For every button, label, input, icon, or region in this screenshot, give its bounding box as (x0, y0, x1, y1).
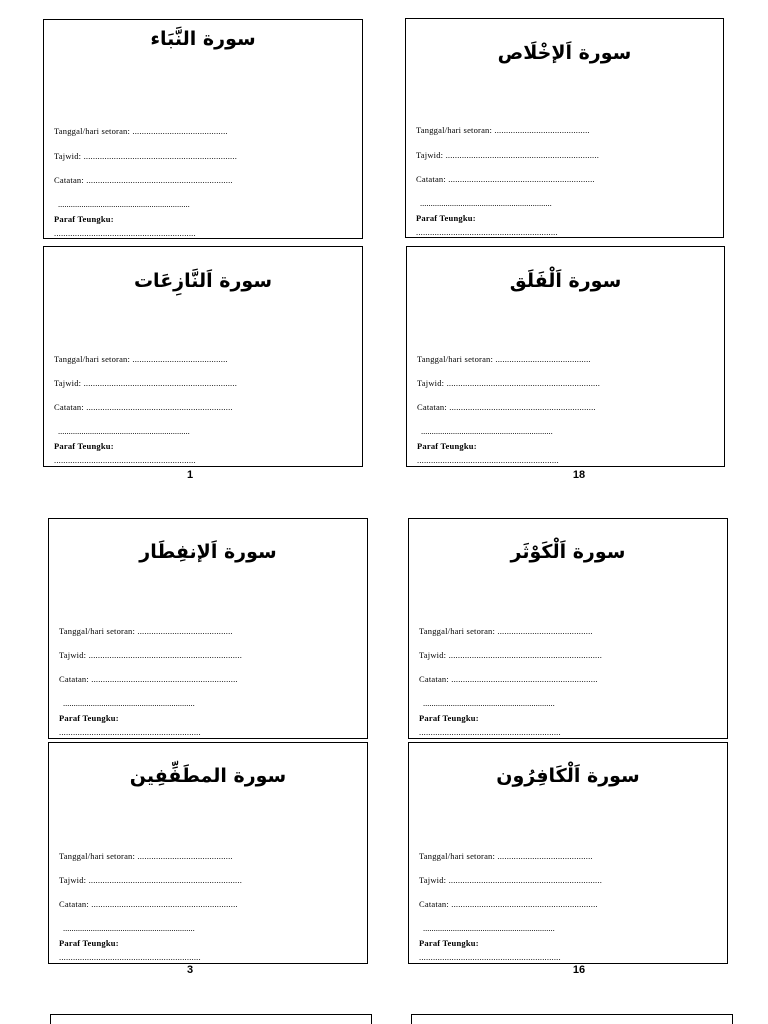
surah-title: سورة اَلإخْلَاص (497, 42, 632, 64)
tajwid-field-label: Tajwid: .................................................................. (419, 875, 603, 885)
paraf-signature-line: ............................................................. (54, 455, 196, 465)
page-number: 1 (186, 469, 194, 481)
catatan-field-label: Catatan: ............................................................... (59, 899, 238, 909)
catatan-continuation-line: .............................................................. (58, 426, 190, 436)
tajwid-field-label: Tajwid: .................................................................. (59, 650, 243, 660)
catatan-continuation-line: .............................................................. (63, 698, 195, 708)
paraf-signature-line: ............................................................. (54, 228, 196, 238)
paraf-field-label: Paraf Teungku: (419, 938, 479, 948)
surah-card-partial (50, 1014, 372, 1024)
paraf-field-label: Paraf Teungku: (417, 441, 477, 451)
page-number: 16 (572, 964, 586, 976)
surah-card-al-mutaffifin (48, 742, 368, 964)
catatan-continuation-line: .............................................................. (58, 199, 190, 209)
tajwid-field-label: Tajwid: .................................................................. (417, 378, 601, 388)
page-number: 3 (186, 964, 194, 976)
surah-card-al-ikhlas (405, 18, 724, 238)
paraf-field-label: Paraf Teungku: (54, 214, 114, 224)
surah-card-al-falaq (406, 246, 725, 467)
surah-title: سورة اَلْكَافِرُون (496, 765, 640, 787)
date-field-label: Tanggal/hari setoran: ......................................... (54, 354, 228, 364)
catatan-continuation-line: .............................................................. (420, 198, 552, 208)
date-field-label: Tanggal/hari setoran: ......................................... (59, 851, 233, 861)
paraf-field-label: Paraf Teungku: (59, 713, 119, 723)
paraf-signature-line: ............................................................. (59, 952, 201, 962)
surah-title: سورة اَلْكَوْثَر (510, 541, 626, 563)
catatan-field-label: Catatan: ............................................................... (419, 674, 598, 684)
catatan-field-label: Catatan: ............................................................... (419, 899, 598, 909)
tajwid-field-label: Tajwid: .................................................................. (419, 650, 603, 660)
catatan-field-label: Catatan: ............................................................... (417, 402, 596, 412)
catatan-field-label: Catatan: ............................................................... (54, 175, 233, 185)
date-field-label: Tanggal/hari setoran: ......................................... (417, 354, 591, 364)
catatan-continuation-line: .............................................................. (63, 923, 195, 933)
paraf-signature-line: ............................................................. (59, 727, 201, 737)
catatan-field-label: Catatan: ............................................................... (416, 174, 595, 184)
paraf-field-label: Paraf Teungku: (59, 938, 119, 948)
paraf-signature-line: ............................................................. (419, 952, 561, 962)
surah-title: سورة المطَفِّفِين (129, 765, 287, 787)
tajwid-field-label: Tajwid: .................................................................. (416, 150, 600, 160)
surah-card-partial (411, 1014, 733, 1024)
date-field-label: Tanggal/hari setoran: ......................................... (59, 626, 233, 636)
tajwid-field-label: Tajwid: .................................................................. (54, 378, 238, 388)
surah-title: سورة اَلْفَلَق (509, 270, 622, 292)
surah-card-an-naziat (43, 246, 363, 467)
date-field-label: Tanggal/hari setoran: ......................................... (419, 626, 593, 636)
catatan-continuation-line: .............................................................. (421, 426, 553, 436)
surah-title: سورة اَلنَّازِعَات (133, 270, 273, 292)
paraf-signature-line: ............................................................. (419, 727, 561, 737)
surah-title: سورة اَلإنفِطَار (139, 541, 277, 563)
paraf-field-label: Paraf Teungku: (54, 441, 114, 451)
tajwid-field-label: Tajwid: .................................................................. (54, 151, 238, 161)
catatan-continuation-line: .............................................................. (423, 698, 555, 708)
date-field-label: Tanggal/hari setoran: ......................................... (416, 125, 590, 135)
tajwid-field-label: Tajwid: .................................................................. (59, 875, 243, 885)
catatan-continuation-line: .............................................................. (423, 923, 555, 933)
page-number: 18 (572, 469, 586, 481)
paraf-field-label: Paraf Teungku: (416, 213, 476, 223)
surah-card-al-kawthar (408, 518, 728, 739)
catatan-field-label: Catatan: ............................................................... (59, 674, 238, 684)
catatan-field-label: Catatan: ............................................................... (54, 402, 233, 412)
date-field-label: Tanggal/hari setoran: ......................................... (54, 126, 228, 136)
surah-card-al-infitar (48, 518, 368, 739)
surah-title: سورة النَّبَاء (150, 28, 256, 50)
paraf-field-label: Paraf Teungku: (419, 713, 479, 723)
date-field-label: Tanggal/hari setoran: ......................................... (419, 851, 593, 861)
surah-card-an-naba (43, 19, 363, 239)
surah-card-al-kafirun (408, 742, 728, 964)
paraf-signature-line: ............................................................. (417, 455, 559, 465)
paraf-signature-line: ............................................................. (416, 227, 558, 237)
